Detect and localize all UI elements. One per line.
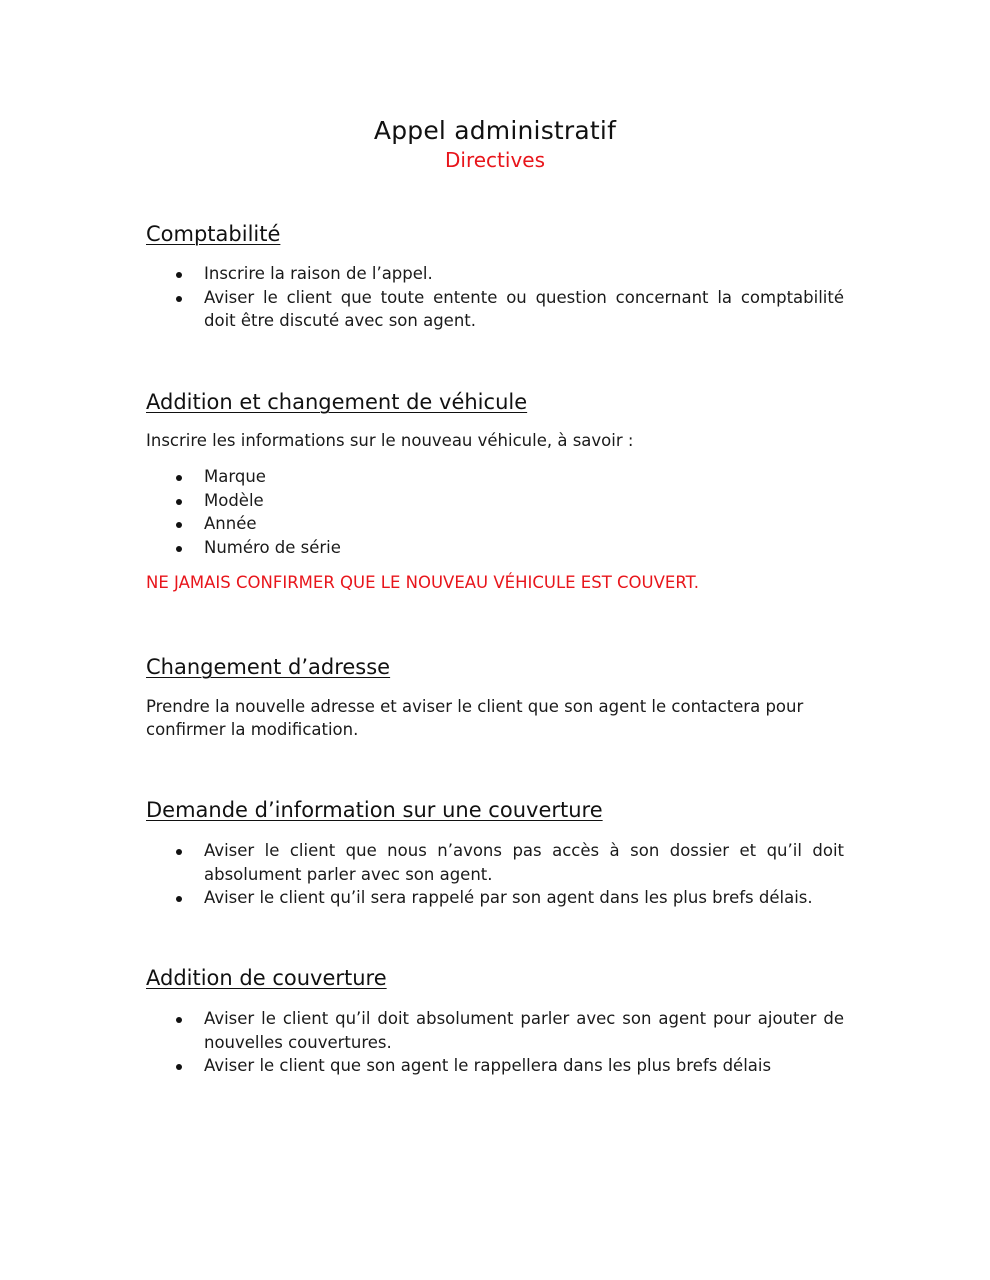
list-item-text: Année	[204, 514, 257, 533]
bullet-icon	[176, 1064, 182, 1070]
page-subtitle: Directives	[445, 148, 545, 172]
warning-text: NE JAMAIS CONFIRMER QUE LE NOUVEAU VÉHICULE EST COUVERT.	[146, 573, 699, 592]
bullet-list	[146, 1007, 844, 1078]
list-item	[146, 512, 844, 536]
list-item	[146, 536, 844, 560]
list-item	[146, 262, 844, 286]
list-item-text: Inscrire la raison de l’appel.	[204, 264, 433, 283]
bullet-icon	[176, 849, 182, 855]
list-item	[146, 286, 844, 333]
section-heading: Addition et changement de véhicule	[146, 390, 528, 414]
section-paragraph: Prendre la nouvelle adresse et aviser le client que son agent le contactera pour confirmer la modification.	[146, 697, 804, 739]
bullet-list	[146, 465, 844, 559]
bullet-icon	[176, 546, 182, 552]
section-heading: Comptabilité	[146, 222, 281, 246]
section-comptabilite	[146, 220, 844, 333]
bullet-icon	[176, 522, 182, 528]
bullet-icon	[176, 1017, 182, 1023]
section-addition-couverture	[146, 964, 844, 1078]
section-heading: Changement d’adresse	[146, 655, 391, 679]
bullet-list	[146, 262, 844, 333]
list-item	[146, 839, 844, 886]
list-item	[146, 1054, 844, 1078]
list-item	[146, 1007, 844, 1054]
bullet-icon	[176, 272, 182, 278]
section-heading: Addition de couverture	[146, 966, 387, 990]
list-item-text: Aviser le client que nous n’avons pas accès à son dossier et qu’il doit absolument parler avec son agent.	[204, 841, 844, 884]
list-item-text: Modèle	[204, 490, 264, 510]
section-intro: Inscrire les informations sur le nouveau véhicule, à savoir :	[146, 431, 634, 450]
bullet-icon	[176, 296, 182, 302]
list-item-text: Aviser le client que toute entente ou question concernant la comptabilité doit être discuté avec son agent.	[204, 287, 844, 330]
list-item-text: Marque	[204, 467, 266, 486]
list-item-text: Numéro de série	[204, 537, 341, 557]
bullet-list	[146, 839, 844, 910]
section-heading: Demande d’information sur une couverture	[146, 798, 603, 822]
section-adresse	[146, 653, 844, 741]
bullet-icon	[176, 896, 182, 902]
list-item-text: Aviser le client qu’il doit absolument parler avec son agent pour ajouter de nouvelles couvertures.	[204, 1009, 844, 1052]
list-item-text: Aviser le client que son agent le rappellera dans les plus brefs délais	[204, 1056, 772, 1075]
list-item-text: Aviser le client qu’il sera rappelé par son agent dans les plus brefs délais.	[204, 888, 813, 907]
section-vehicule	[146, 388, 844, 594]
list-item	[146, 489, 844, 513]
list-item	[146, 465, 844, 489]
section-info-couverture	[146, 796, 844, 910]
bullet-icon	[176, 499, 182, 505]
bullet-icon	[176, 475, 182, 481]
page-title: Appel administratif	[373, 116, 617, 145]
list-item	[146, 886, 844, 910]
